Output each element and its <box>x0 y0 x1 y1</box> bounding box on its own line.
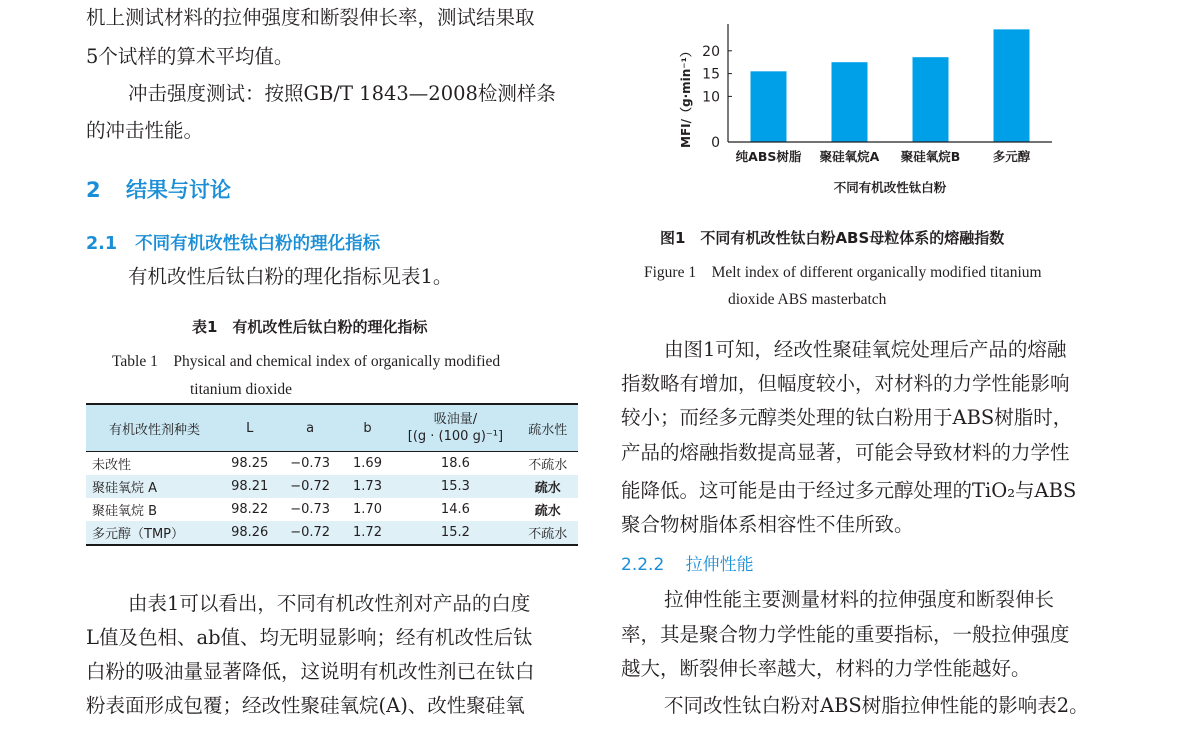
chart-bar <box>751 71 787 142</box>
col-header-a: a <box>278 404 341 452</box>
col-header-oil-line1: 吸油量/ <box>433 412 478 427</box>
cell-hydro: 疏水 <box>534 504 561 519</box>
subsection-heading <box>86 230 380 255</box>
mfi-bar-chart <box>660 18 1080 208</box>
chart-y-tick-label: 15 <box>702 66 720 83</box>
chart-bar <box>832 62 868 142</box>
chart-x-tick-label: 聚硅氧烷B <box>900 149 961 164</box>
col-header-oil-line2: [(g · (100 g)⁻¹] <box>407 429 504 444</box>
paragraph-line: 聚合物树脂体系相容性不佳所致。 <box>621 513 914 536</box>
table-caption-cn: 表1 有机改性后钛白粉的理化指标 <box>192 318 428 336</box>
cell-a: −0.73 <box>290 456 331 471</box>
chart-y-tick-label: 20 <box>702 43 720 60</box>
paragraph-line: 由表1可以看出，不同有机改性剂对产品的白度 <box>128 592 531 615</box>
table-row <box>86 452 578 476</box>
section-heading <box>86 174 231 204</box>
table-row <box>86 498 578 521</box>
paragraph-line: 产品的熔融指数提高显著，可能会导致材料的力学性 <box>621 441 1070 464</box>
paragraph-line: 有机改性后钛白粉的理化指标见表1。 <box>128 265 453 288</box>
cell-b: 1.73 <box>342 475 393 498</box>
subsection-number: 2.1 <box>86 234 118 254</box>
chart-y-tick-label: 10 <box>702 89 720 106</box>
section-title: 结果与讨论 <box>125 178 231 202</box>
chart-bar <box>913 57 949 142</box>
cell-oil: 18.6 <box>440 456 470 471</box>
cell-a: −0.72 <box>278 521 341 545</box>
paragraph-line: 率，其是聚合物力学性能的重要指标，一般拉伸强度 <box>621 623 1070 646</box>
cell-name: 聚硅氧烷 A <box>86 475 221 498</box>
table-header-row <box>86 404 578 452</box>
cell-a: −0.72 <box>278 475 341 498</box>
table-row <box>86 521 578 545</box>
figure-caption-cn: 图1 不同有机改性钛白粉ABS母粒体系的熔融指数 <box>660 229 1005 247</box>
cell-b: 1.69 <box>353 456 382 471</box>
cell-b: 1.72 <box>342 521 393 545</box>
paragraph-line: 粉表面形成包覆；经改性聚硅氧烷(A)、改性聚硅氧 <box>86 694 525 717</box>
cell-oil: 14.6 <box>440 502 470 517</box>
subsection-title: 不同有机改性钛白粉的理化指标 <box>135 234 381 254</box>
paragraph-line: L值及色相、ab值、均无明显影响；经有机改性后钛 <box>86 626 533 649</box>
cell-L: 98.25 <box>231 456 269 471</box>
cell-name: 多元醇（TMP） <box>86 521 221 545</box>
col-header-modifier: 有机改性剂种类 <box>86 404 221 452</box>
chart-x-tick-label: 多元醇 <box>992 149 1031 164</box>
chart-x-axis-label: 不同有机改性钛白粉 <box>833 180 947 195</box>
subsubsection-heading <box>621 550 754 575</box>
paragraph-line: 能降低。这可能是由于经过多元醇处理的TiO₂与ABS <box>621 479 1077 502</box>
figure-caption-en-cont: dioxide ABS masterbatch <box>728 291 887 308</box>
paragraph-line: 5个试样的算术平均值。 <box>86 45 294 68</box>
paragraph-line: 不同改性钛白粉对ABS树脂拉伸性能的影响表2。 <box>664 694 1089 717</box>
cell-L: 98.26 <box>221 521 278 545</box>
subsubsection-title: 拉伸性能 <box>685 555 754 575</box>
paragraph-line: 的冲击性能。 <box>86 119 204 142</box>
chart-y-tick-label: 0 <box>711 135 720 151</box>
table-caption-en-cont: titanium dioxide <box>190 381 293 398</box>
col-header-L: L <box>221 404 278 452</box>
paragraph-line: 越大，断裂伸长率越大，材料的力学性能越好。 <box>621 657 1031 680</box>
paragraph-line: 白粉的吸油量显著降低，这说明有机改性剂已在钛白 <box>86 660 535 683</box>
col-header-oil-absorption <box>393 404 517 452</box>
cell-a: −0.73 <box>290 502 331 517</box>
cell-b: 1.70 <box>353 502 382 517</box>
paragraph-line: 冲击强度测试：按照GB/T 1843—2008检测样条 <box>128 82 556 105</box>
figure-caption-en: Figure 1 Melt index of different organically modified titanium <box>644 264 1042 281</box>
cell-L: 98.21 <box>221 475 278 498</box>
paragraph-line: 机上测试材料的拉伸强度和断裂伸长率，测试结果取 <box>86 6 535 29</box>
col-header-b: b <box>342 404 393 452</box>
table-1 <box>86 403 578 546</box>
chart-bar <box>994 29 1030 142</box>
chart-y-axis-label: MFI/（g·min⁻¹） <box>679 45 693 148</box>
table-caption-en: Table 1 Physical and chemical index of organically modified <box>112 353 501 370</box>
cell-oil: 15.2 <box>393 521 517 545</box>
cell-hydro: 不疏水 <box>528 458 568 473</box>
subsubsection-number: 2.2.2 <box>621 555 665 575</box>
paragraph-line: 由图1可知，经改性聚硅氧烷处理后产品的熔融 <box>664 338 1067 361</box>
cell-name: 未改性 <box>92 458 132 473</box>
section-number: 2 <box>86 178 101 202</box>
paragraph-line: 拉伸性能主要测量材料的拉伸强度和断裂伸长 <box>664 588 1055 611</box>
paragraph-line: 较小；而经多元醇类处理的钛白粉用于ABS树脂时， <box>621 406 1073 429</box>
chart-x-tick-label: 聚硅氧烷A <box>819 149 880 164</box>
col-header-hydrophobic: 疏水性 <box>518 404 578 452</box>
cell-oil: 15.3 <box>393 475 517 498</box>
cell-hydro: 疏水 <box>518 475 578 498</box>
cell-L: 98.22 <box>231 502 269 517</box>
cell-hydro: 不疏水 <box>518 521 578 545</box>
paragraph-line: 指数略有增加，但幅度较小，对材料的力学性能影响 <box>621 372 1070 395</box>
table-row <box>86 475 578 498</box>
cell-name: 聚硅氧烷 B <box>92 504 158 519</box>
chart-x-tick-label: 纯ABS树脂 <box>735 149 802 164</box>
